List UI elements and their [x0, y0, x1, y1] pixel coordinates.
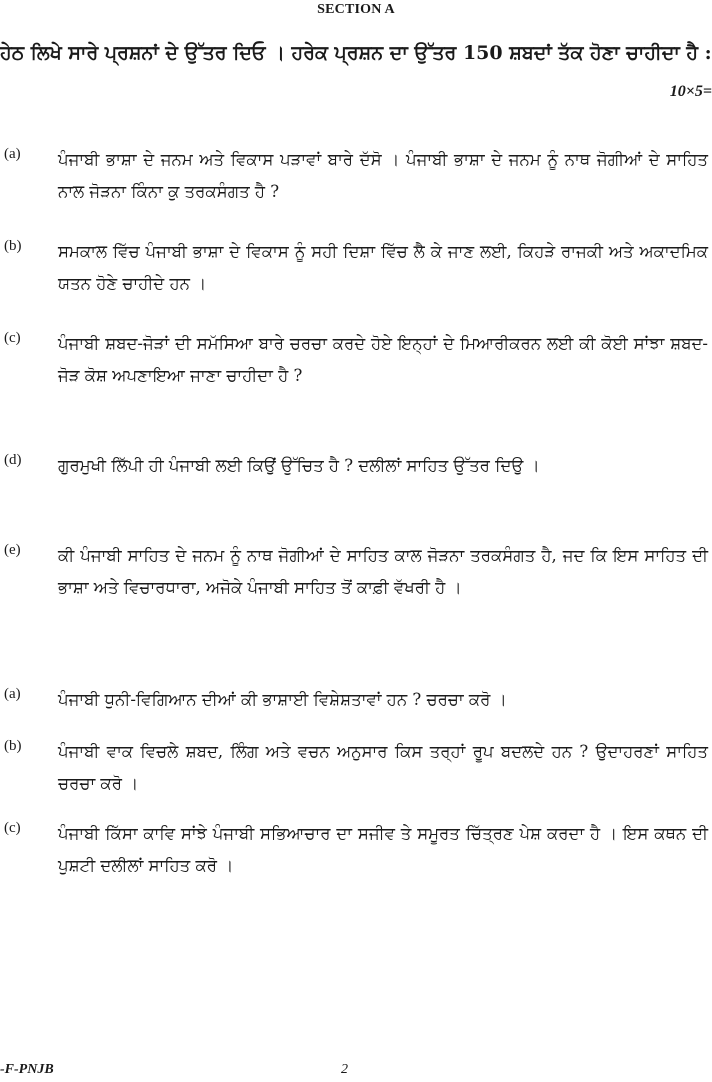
paper-code: -F-PNJB	[0, 1062, 54, 1077]
section-title: SECTION A	[317, 2, 395, 17]
question-label: (e)	[4, 542, 21, 558]
question-label: (d)	[4, 452, 22, 468]
question-text: ਗੁਰਮੁਖੀ ਲਿੱਪੀ ਹੀ ਪੰਜਾਬੀ ਲਈ ਕਿਉਂ ਉੱਚਿਤ ਹੈ ? ਦਲੀਲਾਂ ਸਾਹਿਤ ਉੱਤਰ ਦਿਉ ।	[58, 456, 540, 475]
question-label: (c)	[4, 820, 21, 836]
question-text: ਪੰਜਾਬੀ ਕਿੱਸਾ ਕਾਵਿ ਸਾਂਝੇ ਪੰਜਾਬੀ ਸਭਿਆਚਾਰ ਦਾ ਸਜੀਵ ਤੇ ਸਮੂਰਤ ਚਿੱਤ੍ਰਣ ਪੇਸ਼ ਕਰਦਾ ਹੈ । ਇਸ ਕਥਨ ਦੀ ਪੁਸ਼ਟੀ ਦਲੀਲਾਂ ਸਾਹਿਤ ਕਰੋ ।	[58, 824, 708, 875]
marks-allocation: 10×5=	[669, 83, 712, 100]
question-text: ਕੀ ਪੰਜਾਬੀ ਸਾਹਿਤ ਦੇ ਜਨਮ ਨੂੰ ਨਾਥ ਜੋਗੀਆਂ ਦੇ ਸਾਹਿਤ ਕਾਲ ਜੋੜਨਾ ਤਰਕਸੰਗਤ ਹੈ, ਜਦ ਕਿ ਇਸ ਸਾਹਿਤ ਦੀ ਭਾਸ਼ਾ ਅਤੇ ਵਿਚਾਰਧਾਰਾ, ਅਜੋਕੇ ਪੰਜਾਬੀ ਸਾਹਿਤ ਤੋਂ ਕਾਫ਼ੀ ਵੱਖਰੀ ਹੈ ।	[58, 546, 708, 597]
page-number: 2	[341, 1062, 348, 1077]
question-label: (b)	[4, 238, 22, 254]
question-text: ਪੰਜਾਬੀ ਵਾਕ ਵਿਚਲੇ ਸ਼ਬਦ, ਲਿੰਗ ਅਤੇ ਵਚਨ ਅਨੁਸਾਰ ਕਿਸ ਤਰ੍ਹਾਂ ਰੂਪ ਬਦਲਦੇ ਹਨ ? ਉਦਾਹਰਣਾਂ ਸਾਹਿਤ ਚਰਚਾ ਕਰੋ ।	[58, 742, 708, 793]
question-label: (a)	[4, 686, 21, 702]
question-text: ਪੰਜਾਬੀ ਸ਼ਬਦ-ਜੋੜਾਂ ਦੀ ਸਮੱਸਿਆ ਬਾਰੇ ਚਰਚਾ ਕਰਦੇ ਹੋਏ ਇਨ੍ਹਾਂ ਦੇ ਮਿਆਰੀਕਰਨ ਲਈ ਕੀ ਕੋਈ ਸਾਂਝਾ ਸ਼ਬਦ-ਜੋੜ ਕੋਸ਼ ਅਪਣਾਇਆ ਜਾਣਾ ਚਾਹੀਦਾ ਹੈ ?	[58, 334, 708, 385]
question-label: (b)	[4, 738, 22, 754]
question-label: (c)	[4, 330, 21, 346]
question-text: ਪੰਜਾਬੀ ਭਾਸ਼ਾ ਦੇ ਜਨਮ ਅਤੇ ਵਿਕਾਸ ਪੜਾਵਾਂ ਬਾਰੇ ਦੱਸੋ । ਪੰਜਾਬੀ ਭਾਸ਼ਾ ਦੇ ਜਨਮ ਨੂੰ ਨਾਥ ਜੋਗੀਆਂ ਦੇ ਸਾਹਿਤ ਨਾਲ ਜੋੜਨਾ ਕਿੰਨਾ ਕੁ ਤਰਕਸੰਗਤ ਹੈ ?	[58, 150, 708, 201]
question-text: ਸਮਕਾਲ ਵਿੱਚ ਪੰਜਾਬੀ ਭਾਸ਼ਾ ਦੇ ਵਿਕਾਸ ਨੂੰ ਸਹੀ ਦਿਸ਼ਾ ਵਿੱਚ ਲੈ ਕੇ ਜਾਣ ਲਈ, ਕਿਹੜੇ ਰਾਜਕੀ ਅਤੇ ਅਕਾਦਮਿਕ ਯਤਨ ਹੋਣੇ ਚਾਹੀਦੇ ਹਨ ।	[58, 242, 708, 293]
question-text: ਪੰਜਾਬੀ ਧੁਨੀ-ਵਿਗਿਆਨ ਦੀਆਂ ਕੀ ਭਾਸ਼ਾਈ ਵਿਸ਼ੇਸ਼ਤਾਵਾਂ ਹਨ ? ਚਰਚਾ ਕਰੋ ।	[58, 690, 507, 709]
question-label: (a)	[4, 146, 21, 162]
instruction-text: ਹੇਠ ਲਿਖੇ ਸਾਰੇ ਪ੍ਰਸ਼ਨਾਂ ਦੇ ਉੱਤਰ ਦਿਓ । ਹਰੇਕ ਪ੍ਰਸ਼ਨ ਦਾ ਉੱਤਰ 150 ਸ਼ਬਦਾਂ ਤੱਕ ਹੋਣਾ ਚਾਹੀਦਾ ਹੈ :	[0, 42, 712, 64]
